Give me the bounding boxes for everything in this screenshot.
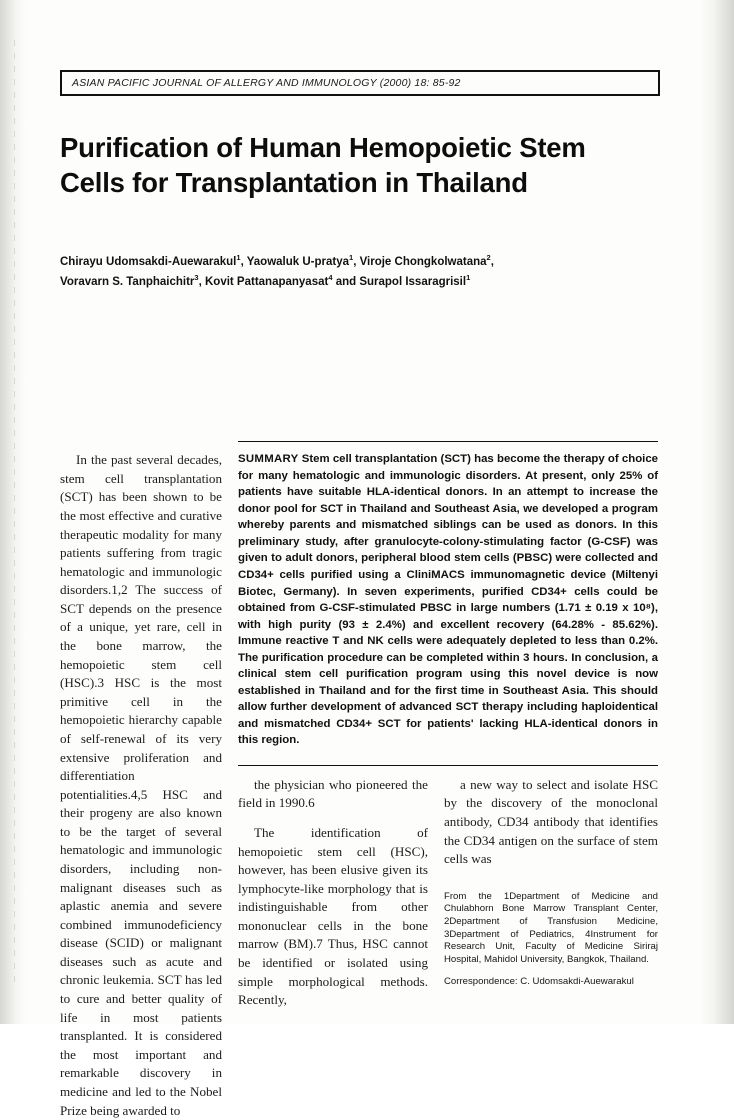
- column-middle: [238, 765, 444, 1010]
- lower-columns: [238, 765, 658, 1010]
- author-1-affil-marker: 1: [236, 253, 241, 263]
- author-5-affil-marker: 4: [328, 272, 333, 282]
- column-right-group: [238, 441, 658, 1120]
- journal-reference-bar: [60, 70, 660, 96]
- author-2: , Yaowaluk U-pratya: [240, 256, 350, 269]
- intro-paragraph-2: the physician who pioneered the field in 1990.6: [238, 776, 428, 811]
- intro-paragraph-4: a new way to select and isolate HSC by the discovery of the monoclonal antibody, CD34 antibody that identifies the CD34 antigen on the surface of stem cells was: [444, 776, 658, 867]
- column-left: [60, 441, 238, 1120]
- intro-paragraph-3: The identification of hemopoietic stem cell (HSC), however, has been elusive given its lymphocyte-like morphology that is indistinguishable from other mononuclear cells in the bone marrow (BM).7 Thus, HSC cannot be identified or isolated using simple morphological methods. Recently,: [238, 825, 428, 1008]
- left-column-spacer: [60, 441, 222, 451]
- page-content: [60, 70, 674, 1120]
- affiliation-block: [444, 891, 658, 989]
- author-4: Voravarn S. Tanphaichitr: [60, 275, 195, 288]
- intro-paragraph-1: In the past several decades, stem cell transplantation (SCT) has been shown to be the most effective and curative therapeutic modality for many patients suffering from tragic hematologic and immunologic disorders.1,2 The success of SCT depends on the presence of a unique, yet rare, cell in the bone marrow, the hemopoietic stem cell (HSC).3 HSC is the most primitive cell in the hemopoietic hierarchy capable of self-renewal of its very extensive proliferation and differentiation potentialities.4,5 HSC and their progeny are also known to be the target of several hematologic and immunologic disorders, including non-malignant diseases such as aplastic anemia and severe combined immunodeficiency disease (SCID) or malignant diseases such as acute and chronic leukemia. SCT has led to cure and better quality of life in most patients transplanted. It is considered the most important and remarkable discovery in medicine and led to the Nobel Prize being awarded to: [60, 452, 222, 1118]
- page-title: Purification of Human Hemopoietic Stem Cells for Transplantation in Thailand: [60, 132, 586, 199]
- summary-label: SUMMARY: [238, 453, 299, 466]
- summary-block: [238, 451, 658, 749]
- author-2-affil-marker: 1: [349, 253, 354, 263]
- author-6: and Surapol Issaragrisil: [332, 275, 467, 288]
- article-body: [60, 441, 674, 1120]
- author-1: Chirayu Udomsakdi-Auewarakul: [60, 256, 237, 269]
- scan-artifact: [14, 40, 15, 984]
- summary-rule: [238, 441, 658, 442]
- author-5: , Kovit Pattanapanyasat: [198, 275, 329, 288]
- summary-text: Stem cell transplantation (SCT) has become the therapy of choice for many hematologic and immunologic disorders. At present, only 25% of patients have suitable HLA-identical donors. In an attempt to increase the donor pool for SCT in Thailand and Southeast Asia, we developed a program whereby parents and mismatched siblings can be used as donors. In this preliminary study, after granulocyte-colony-stimulating factor (G-CSF) was given to adult donors, peripheral blood stem cells (PBSC) were collected and CD34+ cells purified using a CliniMACS immunomagnetic device (Miltenyi Biotec, Germany). In seven experiments, purified CD34+ cells could be obtained from G-CSF-stimulated PBSC in large numbers (1.71 ± 0.19 x 10⁸), with high purity (93 ± 2.4%) and excellent recovery (64.28% - 85.62%). Immune reactive T and NK cells were adequately depleted to less than 0.2%. The purification procedure can be completed within 3 hours. In conclusion, a clinical stem cell purification program using this novel device is now established in Thailand and for the first time in Southeast Asia. This should allow further development of advanced SCT therapy including haploidentical and mismatched CD34+ SCT for patients' lacking HLA-identical donors in this region.: [238, 453, 658, 747]
- author-sep: ,: [490, 256, 494, 269]
- journal-reference-text: ASIAN PACIFIC JOURNAL OF ALLERGY AND IMMUNOLOGY (2000) 18: 85-92: [72, 77, 461, 89]
- author-4-affil-marker: 3: [194, 272, 199, 282]
- author-3-affil-marker: 2: [486, 253, 491, 263]
- correspondence-text: Correspondence: C. Udomsakdi-Auewarakul: [444, 975, 634, 987]
- column-right: [444, 765, 658, 1010]
- author-list: [60, 252, 620, 291]
- author-6-affil-marker: 1: [466, 272, 471, 282]
- author-3: , Viroje Chongkolwatana: [353, 256, 487, 269]
- affiliation-text: From the 1Department of Medicine and Chulabhorn Bone Marrow Transplant Center, 2Department of Transfusion Medicine, 3Department of Pediatrics, 4Instrument for Research Unit, Faculty of Medicine Siriraj Hospital, Mahidol University, Bangkok, Thailand.: [444, 890, 658, 966]
